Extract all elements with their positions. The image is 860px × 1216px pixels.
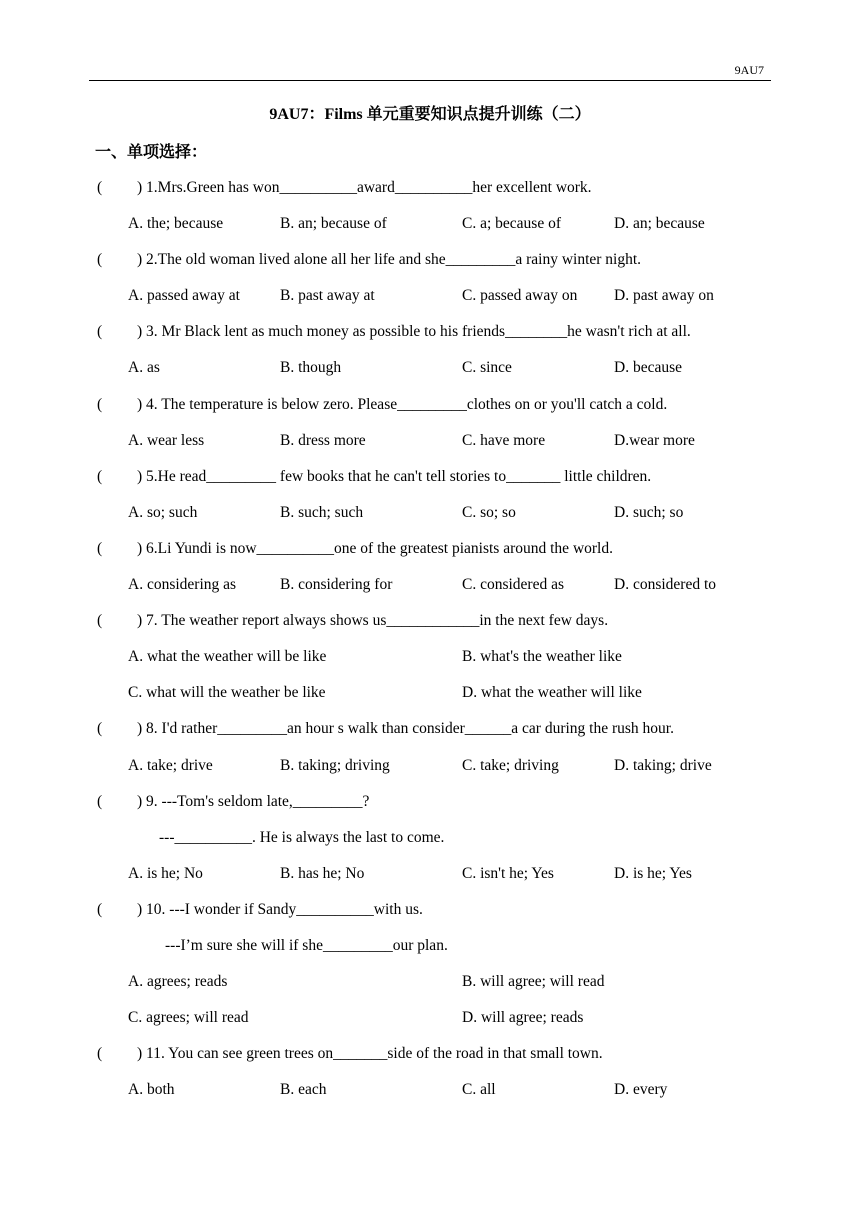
question-8 xyxy=(0,711,860,747)
reply-line: ---__________. He is always the last to come. xyxy=(159,828,445,846)
option-a: A. as xyxy=(128,359,160,377)
answer-paren[interactable]: ( xyxy=(97,720,103,738)
page-title: 9AU7：Films 单元重要知识点提升训练（二） xyxy=(269,106,591,123)
option-a: A. wear less xyxy=(128,431,205,449)
option-c: C. isn't he; Yes xyxy=(462,864,554,882)
options-row xyxy=(0,206,860,242)
answer-paren[interactable]: ( xyxy=(97,539,103,557)
question-list xyxy=(0,170,860,1108)
option-d: D. will agree; reads xyxy=(462,1009,584,1027)
option-c: C. passed away on xyxy=(462,287,578,305)
options-row xyxy=(0,639,860,675)
options-row xyxy=(0,1072,860,1108)
question-stem: ) 1.Mrs.Green has won__________award__________her excellent work. xyxy=(137,179,592,196)
answer-paren[interactable]: ( xyxy=(97,792,103,810)
option-b: B. taking; driving xyxy=(280,756,390,774)
option-a: A. considering as xyxy=(128,576,237,594)
header-code: 9AU7 xyxy=(734,63,764,77)
option-b: B. what's the weather like xyxy=(462,648,622,666)
options-row xyxy=(0,350,860,386)
question-11 xyxy=(0,1036,860,1072)
question-stem: ) 4. The temperature is below zero. Please_________clothes on or you'll catch a cold. xyxy=(137,395,668,413)
option-a: A. both xyxy=(128,1081,175,1099)
option-b: B. an; because of xyxy=(280,215,387,233)
option-c: C. all xyxy=(462,1081,496,1099)
header-rule xyxy=(89,80,771,81)
option-c: C. a; because of xyxy=(462,215,561,233)
option-b: B. such; such xyxy=(280,503,364,521)
option-c: C. since xyxy=(462,359,512,377)
question-1 xyxy=(0,170,860,206)
option-b: B. though xyxy=(280,359,342,377)
answer-paren[interactable]: ( xyxy=(97,323,103,341)
question-9 xyxy=(0,784,860,820)
option-d: D.wear more xyxy=(614,431,695,449)
answer-paren[interactable]: ( xyxy=(97,612,103,630)
option-a: A. passed away at xyxy=(128,287,240,305)
option-a: A. is he; No xyxy=(128,864,203,882)
answer-paren[interactable]: ( xyxy=(97,251,103,269)
question-10 xyxy=(0,892,860,928)
answer-paren[interactable]: ( xyxy=(97,1045,103,1063)
option-b: B. each xyxy=(280,1081,327,1099)
option-a: A. the; because xyxy=(128,215,224,233)
options-row xyxy=(0,748,860,784)
option-d: D. what the weather will like xyxy=(462,684,642,702)
question-7 xyxy=(0,603,860,639)
question-5 xyxy=(0,459,860,495)
dialogue-reply xyxy=(0,820,860,856)
option-d: D. every xyxy=(614,1081,668,1099)
option-d: D. past away on xyxy=(614,287,714,305)
reply-line: ---I’m sure she will if she_________our plan. xyxy=(165,936,448,954)
answer-paren[interactable]: ( xyxy=(97,900,103,918)
question-stem: ) 7. The weather report always shows us____________in the next few days. xyxy=(137,612,609,630)
question-stem: ) 5.He read_________ few books that he can't tell stories to_______ little children. xyxy=(137,467,652,485)
question-3 xyxy=(0,314,860,350)
option-c: C. what will the weather be like xyxy=(128,684,326,702)
options-row xyxy=(0,1000,860,1036)
option-c: C. take; driving xyxy=(462,756,559,774)
answer-paren[interactable]: ( xyxy=(97,179,103,196)
option-a: A. agrees; reads xyxy=(128,973,228,991)
option-d: D. such; so xyxy=(614,503,684,521)
question-stem: ) 11. You can see green trees on_______side of the road in that small town. xyxy=(137,1045,603,1063)
options-row xyxy=(0,567,860,603)
option-d: D. is he; Yes xyxy=(614,864,692,882)
option-d: D. an; because xyxy=(614,215,705,233)
options-row xyxy=(0,964,860,1000)
question-2 xyxy=(0,242,860,278)
options-row xyxy=(0,675,860,711)
options-row xyxy=(0,495,860,531)
section-heading: 一、单项选择： xyxy=(95,144,208,161)
option-a: A. so; such xyxy=(128,503,198,521)
question-stem: ) 8. I'd rather_________an hour s walk than consider______a car during the rush hour. xyxy=(137,720,674,738)
question-stem: ) 10. ---I wonder if Sandy__________with us. xyxy=(137,900,423,918)
dialogue-reply xyxy=(0,928,860,964)
option-c: C. have more xyxy=(462,431,546,449)
answer-paren[interactable]: ( xyxy=(97,395,103,413)
option-d: D. because xyxy=(614,359,682,377)
option-c: C. so; so xyxy=(462,503,516,521)
question-stem: ) 9. ---Tom's seldom late,_________? xyxy=(137,792,370,810)
question-4 xyxy=(0,387,860,423)
question-stem: ) 2.The old woman lived alone all her life and she_________a rainy winter night. xyxy=(137,251,642,269)
option-c: C. agrees; will read xyxy=(128,1009,249,1027)
option-b: B. past away at xyxy=(280,287,375,305)
option-a: A. what the weather will be like xyxy=(128,648,327,666)
question-stem: ) 3. Mr Black lent as much money as possible to his friends________he wasn't rich at all. xyxy=(137,323,691,341)
option-d: D. considered to xyxy=(614,576,717,594)
options-row xyxy=(0,856,860,892)
answer-paren[interactable]: ( xyxy=(97,467,103,485)
option-b: B. dress more xyxy=(280,431,366,449)
option-b: B. considering for xyxy=(280,576,393,594)
options-row xyxy=(0,278,860,314)
options-row xyxy=(0,423,860,459)
option-d: D. taking; drive xyxy=(614,756,712,774)
option-a: A. take; drive xyxy=(128,756,213,774)
option-b: B. will agree; will read xyxy=(462,973,605,991)
option-b: B. has he; No xyxy=(280,864,365,882)
option-c: C. considered as xyxy=(462,576,565,594)
question-6 xyxy=(0,531,860,567)
question-stem: ) 6.Li Yundi is now__________one of the greatest pianists around the world. xyxy=(137,539,613,557)
